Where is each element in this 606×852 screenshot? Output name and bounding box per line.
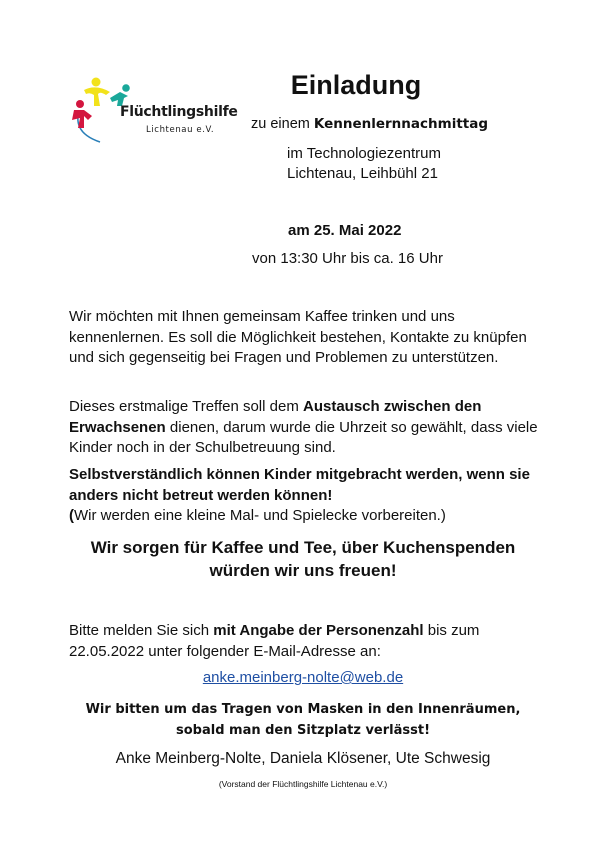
purpose-text-pre: Dieses erstmalige Treffen soll dem (69, 398, 299, 415)
location-line-1: im Technologiezentrum (287, 145, 441, 162)
coffee-note: Wir sorgen für Kaffee und Tee, über Kuchenspenden würden wir uns freuen! (90, 538, 516, 580)
logo-name: Flüchtlingshilfe (120, 104, 238, 120)
children-note-bold: Selbstverständlich können Kinder mitgebracht werden, wenn sie anders nicht betreut werden können! (69, 466, 530, 504)
registration-text-pre: Bitte melden Sie sich (69, 622, 210, 639)
children-paragraph (69, 465, 539, 527)
logo-subtitle: Lichtenau e.V. (146, 125, 215, 135)
mask-notice: Wir bitten um das Tragen von Masken in den Innenräumen, sobald man den Sitzplatz verlässt! (85, 702, 521, 738)
purpose-text-bold: Austausch zwischen den Erwachsenen (69, 398, 482, 436)
children-note-rest: Wir werden eine kleine Mal- und Spielecke vorbereiten.) (74, 507, 446, 524)
board-note: (Vorstand der Flüchtlingshilfe Lichtenau e.V.) (218, 779, 388, 789)
event-subtitle (251, 116, 488, 132)
page-title: Einladung (290, 70, 422, 100)
email-link[interactable]: anke.meinberg-nolte@web.de (202, 669, 404, 686)
organization-logo (70, 76, 238, 148)
event-name: Kennenlernnachmittag (313, 116, 489, 132)
registration-paragraph (69, 621, 539, 662)
event-location (287, 144, 441, 184)
email-line (60, 669, 546, 686)
children-paren: ( (69, 507, 74, 524)
purpose-text-post: dienen, darum wurde die Uhrzeit so gewählt, dass viele Kinder noch in der Schulbetreuung sind. (69, 418, 538, 456)
event-time: von 13:30 Uhr bis ca. 16 Uhr (252, 250, 443, 267)
event-date: am 25. Mai 2022 (288, 222, 402, 239)
location-line-2: Lichtenau, Leihbühl 21 (287, 165, 438, 182)
registration-text-bold: mit Angabe der Personenzahl (213, 622, 424, 639)
subtitle-prefix: zu einem (251, 116, 310, 132)
intro-paragraph: Wir möchten mit Ihnen gemeinsam Kaffee trinken und uns kennenlernen. Es soll die Möglichkeit bestehen, Kontakte zu knüpfen und sich gegenseitig bei Fragen und Problemen zu unterstützen. (69, 308, 527, 366)
organizer-names: Anke Meinberg-Nolte, Daniela Klösener, Ute Schwesig (115, 750, 491, 767)
purpose-paragraph (69, 397, 539, 459)
registration-text-post: bis zum 22.05.2022 unter folgender E-Mail-Adresse an: (69, 622, 480, 660)
